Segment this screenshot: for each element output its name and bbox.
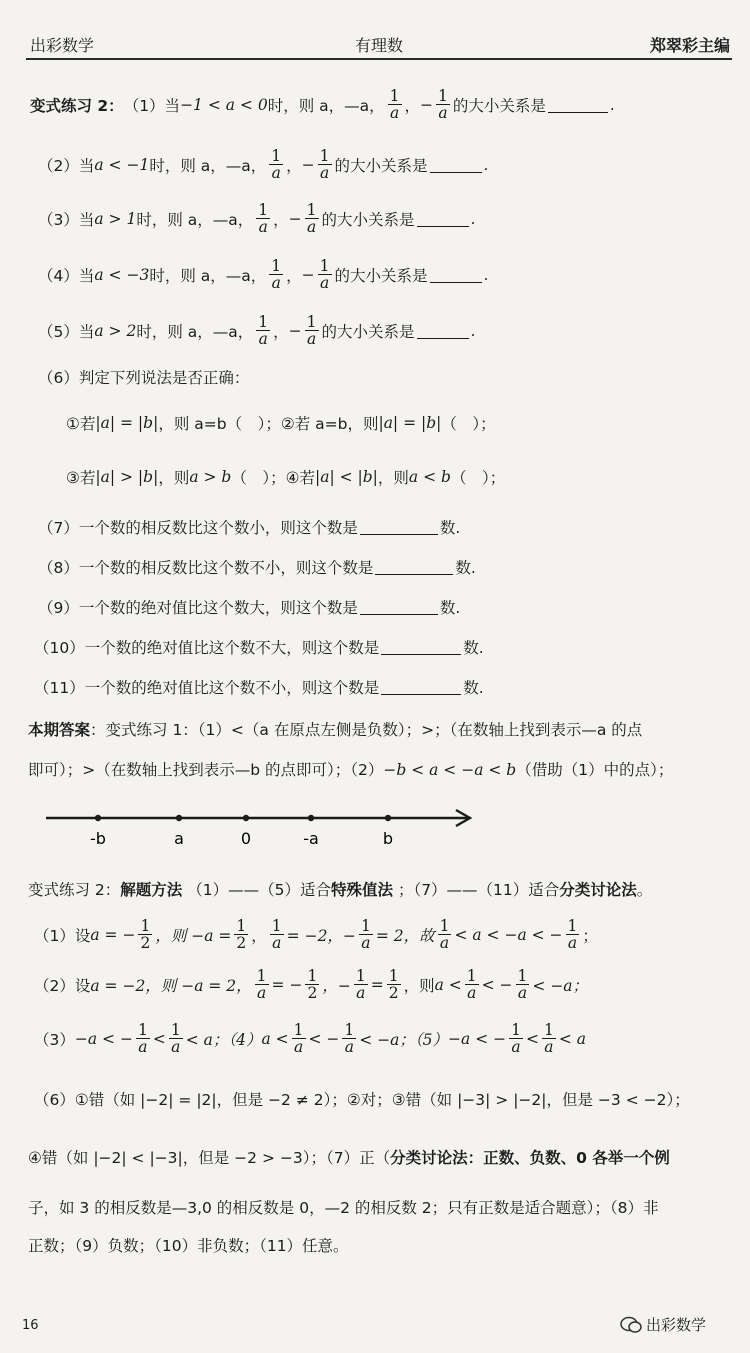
answer-3-4-5: （3） −a < − $\frac{1}{a}$ < $\frac{1}{a}$ < a；（4） a < $\frac{1}{a}$ < − $\frac{1}{a}$ < −a；（5） −a < − $\frac{1}{a}$ < $\frac{1}{a}$ < a xyxy=(34,1021,587,1057)
exercise-q9: （9）一个数的绝对值比这个数大，则这个数是 数. xyxy=(38,599,461,617)
number-line-label: -b xyxy=(90,829,106,848)
exercise-q5: （5）当 a > 2 时，则 a，—a， $\frac{1}{a}$ ， − $\frac{1}{a}$ 的大小关系是 . xyxy=(38,313,476,349)
number-line-label: a xyxy=(174,829,184,848)
exercise-q7: （7）一个数的相反数比这个数小，则这个数是 数. xyxy=(38,519,461,537)
answers-line1: 本期答案：变式练习 1：（1）<（a 在原点左侧是负数）；>；（在数轴上找到表示—a 的点 xyxy=(28,721,643,739)
number-line-point xyxy=(308,815,314,821)
answers-line2: 即可）；>（在数轴上找到表示—b 的点即可）；（2）−b < a < −a < b（借助（1）中的点）； xyxy=(28,761,674,779)
answer-6: （6）①错（如 |−2| = |2|，但是 −2 ≠ 2）；②对；③错（如 |−3| > |−2|，但是 −3 < −2）； xyxy=(34,1091,690,1109)
answer-7: ④错（如 |−2| < |−3|，但是 −2 > −3）；（7）正（分类讨论法：正数、负数、0 各举一个例 xyxy=(28,1149,670,1167)
number-line-label: -a xyxy=(303,829,319,848)
answer-8: 子，如 3 的相反数是—3,0 的相反数是 0，—2 的相反数 2；只有正数是适合题意）；（8）非 xyxy=(28,1199,659,1217)
header-right: 郑翠彩主编 xyxy=(649,36,730,55)
brand-watermark xyxy=(620,1314,706,1335)
answer-2: （2）设 a = −2，则 −a = 2， $\frac{1}{a}$ = − $\frac{1}{2}$ ，− $\frac{1}{a}$ = $\frac{1}{2}$ ，则 a < $\frac{1}{a}$ < − $\frac{1}{a}$ < −a； xyxy=(34,967,589,1003)
number-line-label: b xyxy=(382,829,394,848)
number-line-label: 0 xyxy=(240,829,252,848)
exercise-q3: （3）当 a > 1 时，则 a，—a， $\frac{1}{a}$ ， − $\frac{1}{a}$ 的大小关系是 . xyxy=(38,201,476,237)
exercise-q6-s1: ①若 |a| = |b| ，则 a=b（ ）；②若 a=b，则 |a| = |b| （ ）； xyxy=(66,414,496,433)
exercise-q8: （8）一个数的相反数比这个数不小，则这个数是 数. xyxy=(38,559,476,577)
header-left: 出彩数学 xyxy=(30,36,95,55)
exercise-q6-s3: ③若 |a| > |b| ，则 a > b （ ）；④若 |a| < |b| ，则 a < b （ ）； xyxy=(66,468,506,487)
answer-1: （1）设 a = − $\frac{1}{2}$ ，则 −a = $\frac{1}{2}$ ， $\frac{1}{a}$ = −2，− $\frac{1}{a}$ = 2，故 $\frac{1}{a}$ < a < −a < − $\frac{1}{a}$ ； xyxy=(34,917,598,953)
answer-9: 正数；（9）负数；（10）非负数；（11）任意。 xyxy=(28,1237,349,1255)
exercise-q6: （6）判定下列说法是否正确： xyxy=(38,369,250,387)
brand-name: 出彩数学 xyxy=(646,1316,707,1334)
header-center: 有理数 xyxy=(355,36,404,55)
exercise-q4: （4）当 a < −3 时，则 a，—a， $\frac{1}{a}$ ， − $\frac{1}{a}$ 的大小关系是 . xyxy=(38,257,489,293)
number-line-point xyxy=(176,815,182,821)
wechat-icon xyxy=(620,1316,642,1334)
exercise-q1: 变式练习 2： （1）当 −1 < a < 0 时，则 a，—a， $\frac{1}{a}$ ， − $\frac{1}{a}$ 的大小关系是 . xyxy=(30,87,615,123)
exercise-q2: （2）当 a < −1 时，则 a，—a， $\frac{1}{a}$ ， − $\frac{1}{a}$ 的大小关系是 . xyxy=(38,147,489,183)
answers-ex2-head: 变式练习 2：解题方法 （1）——（5）适合特殊值法 ；（7）——（11）适合分类讨论法。 xyxy=(28,881,653,899)
exercise-q10: （10）一个数的绝对值比这个数不大，则这个数是 数. xyxy=(34,639,484,657)
exercise-q11: （11）一个数的绝对值比这个数不小，则这个数是 数. xyxy=(34,679,484,697)
number-line-point xyxy=(95,815,101,821)
number-line-point xyxy=(385,815,391,821)
number-line xyxy=(40,800,480,850)
header-rule xyxy=(26,58,732,60)
number-line-point xyxy=(243,815,249,821)
page-number: 16 xyxy=(22,1318,39,1333)
